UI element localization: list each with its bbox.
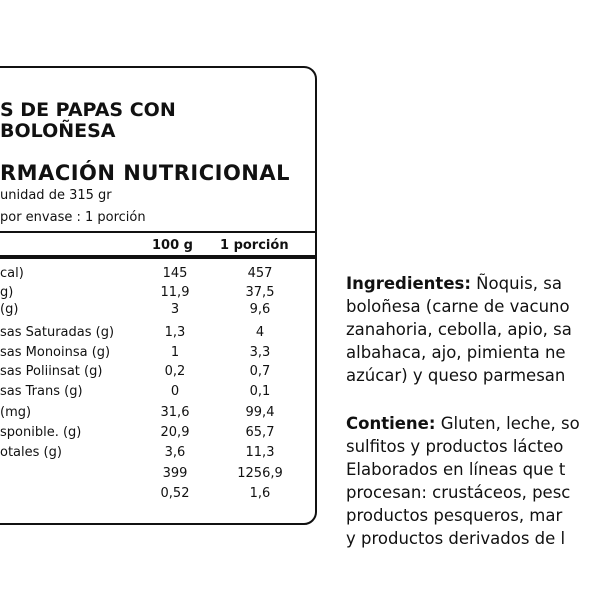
table-row	[0, 445, 317, 465]
row-value-portion: 99,4	[245, 405, 275, 420]
ingredients-line5: azúcar) y queso parmesan	[346, 366, 566, 385]
row-value-100g: 3	[170, 302, 180, 317]
unit-size-text: unidad de 315 gr	[0, 188, 112, 203]
row-label: sas Poliinsat (g)	[0, 364, 103, 379]
portions-text: por envase : 1 porción	[0, 210, 146, 225]
divider-thick	[0, 255, 317, 259]
row-label: (g)	[0, 302, 19, 317]
row-value-100g: 3,6	[164, 445, 186, 460]
row-value-portion: 457	[247, 266, 273, 281]
row-value-100g: 1,3	[164, 325, 186, 340]
ingredients-line1	[346, 272, 562, 295]
ingredients-line2: boloñesa (carne de vacuno	[346, 297, 570, 316]
table-row	[0, 466, 317, 486]
row-value-100g: 11,9	[160, 285, 190, 300]
row-value-portion: 1,6	[249, 486, 271, 501]
row-label: g)	[0, 285, 14, 300]
row-value-portion: 9,6	[249, 302, 271, 317]
contains-line1	[346, 412, 580, 435]
ingredients-line3: zanahoria, cebolla, apio, sa	[346, 320, 572, 339]
row-value-100g: 0	[170, 384, 180, 399]
ingredients-line4: albahaca, ajo, pimienta ne	[346, 343, 566, 362]
row-label: (mg)	[0, 405, 32, 420]
row-value-portion: 4	[255, 325, 265, 340]
row-label: sas Trans (g)	[0, 384, 83, 399]
contains-line2: sulfitos y productos lácteo	[346, 437, 564, 456]
row-value-portion: 0,7	[249, 364, 271, 379]
table-row	[0, 266, 317, 286]
column-header-100g: 100 g	[152, 238, 193, 253]
table-row	[0, 364, 317, 384]
table-row	[0, 384, 317, 404]
table-row	[0, 405, 317, 425]
contains-line6: y productos derivados de l	[346, 529, 566, 548]
row-value-100g: 20,9	[160, 425, 190, 440]
row-value-portion: 65,7	[245, 425, 275, 440]
table-row	[0, 302, 317, 322]
row-value-portion: 3,3	[249, 345, 271, 360]
row-label: cal)	[0, 266, 24, 281]
divider-top	[0, 231, 317, 233]
row-label: sas Saturadas (g)	[0, 325, 115, 340]
row-label: sas Monoinsa (g)	[0, 345, 111, 360]
table-row	[0, 325, 317, 345]
product-title-line1: S DE PAPAS CON	[0, 99, 176, 121]
contains-text: Gluten, leche, so	[435, 414, 580, 433]
column-header-portion: 1 porción	[220, 238, 289, 253]
row-value-100g: 0,52	[160, 486, 190, 501]
table-row	[0, 486, 317, 506]
contains-line3: Elaborados en líneas que t	[346, 460, 566, 479]
contains-line4: procesan: crustáceos, pesc	[346, 483, 571, 502]
row-value-100g: 31,6	[160, 405, 190, 420]
row-value-100g: 145	[162, 266, 188, 281]
ingredients-text: Ñoquis, sa	[470, 274, 562, 293]
row-value-100g: 0,2	[164, 364, 186, 379]
nutrition-heading: RMACIÓN NUTRICIONAL	[0, 161, 291, 185]
contains-line5: productos pesqueros, mar	[346, 506, 563, 525]
product-title-line2: BOLOÑESA	[0, 120, 116, 142]
row-value-portion: 1256,9	[237, 466, 283, 481]
row-value-100g: 1	[170, 345, 180, 360]
row-value-portion: 11,3	[245, 445, 275, 460]
contains-heading: Contiene:	[346, 414, 436, 433]
table-row	[0, 425, 317, 445]
row-value-portion: 37,5	[245, 285, 275, 300]
row-label: sponible. (g)	[0, 425, 82, 440]
row-value-100g: 399	[162, 466, 188, 481]
ingredients-heading: Ingredientes:	[346, 274, 471, 293]
row-label: otales (g)	[0, 445, 62, 460]
table-row	[0, 345, 317, 365]
row-value-portion: 0,1	[249, 384, 271, 399]
